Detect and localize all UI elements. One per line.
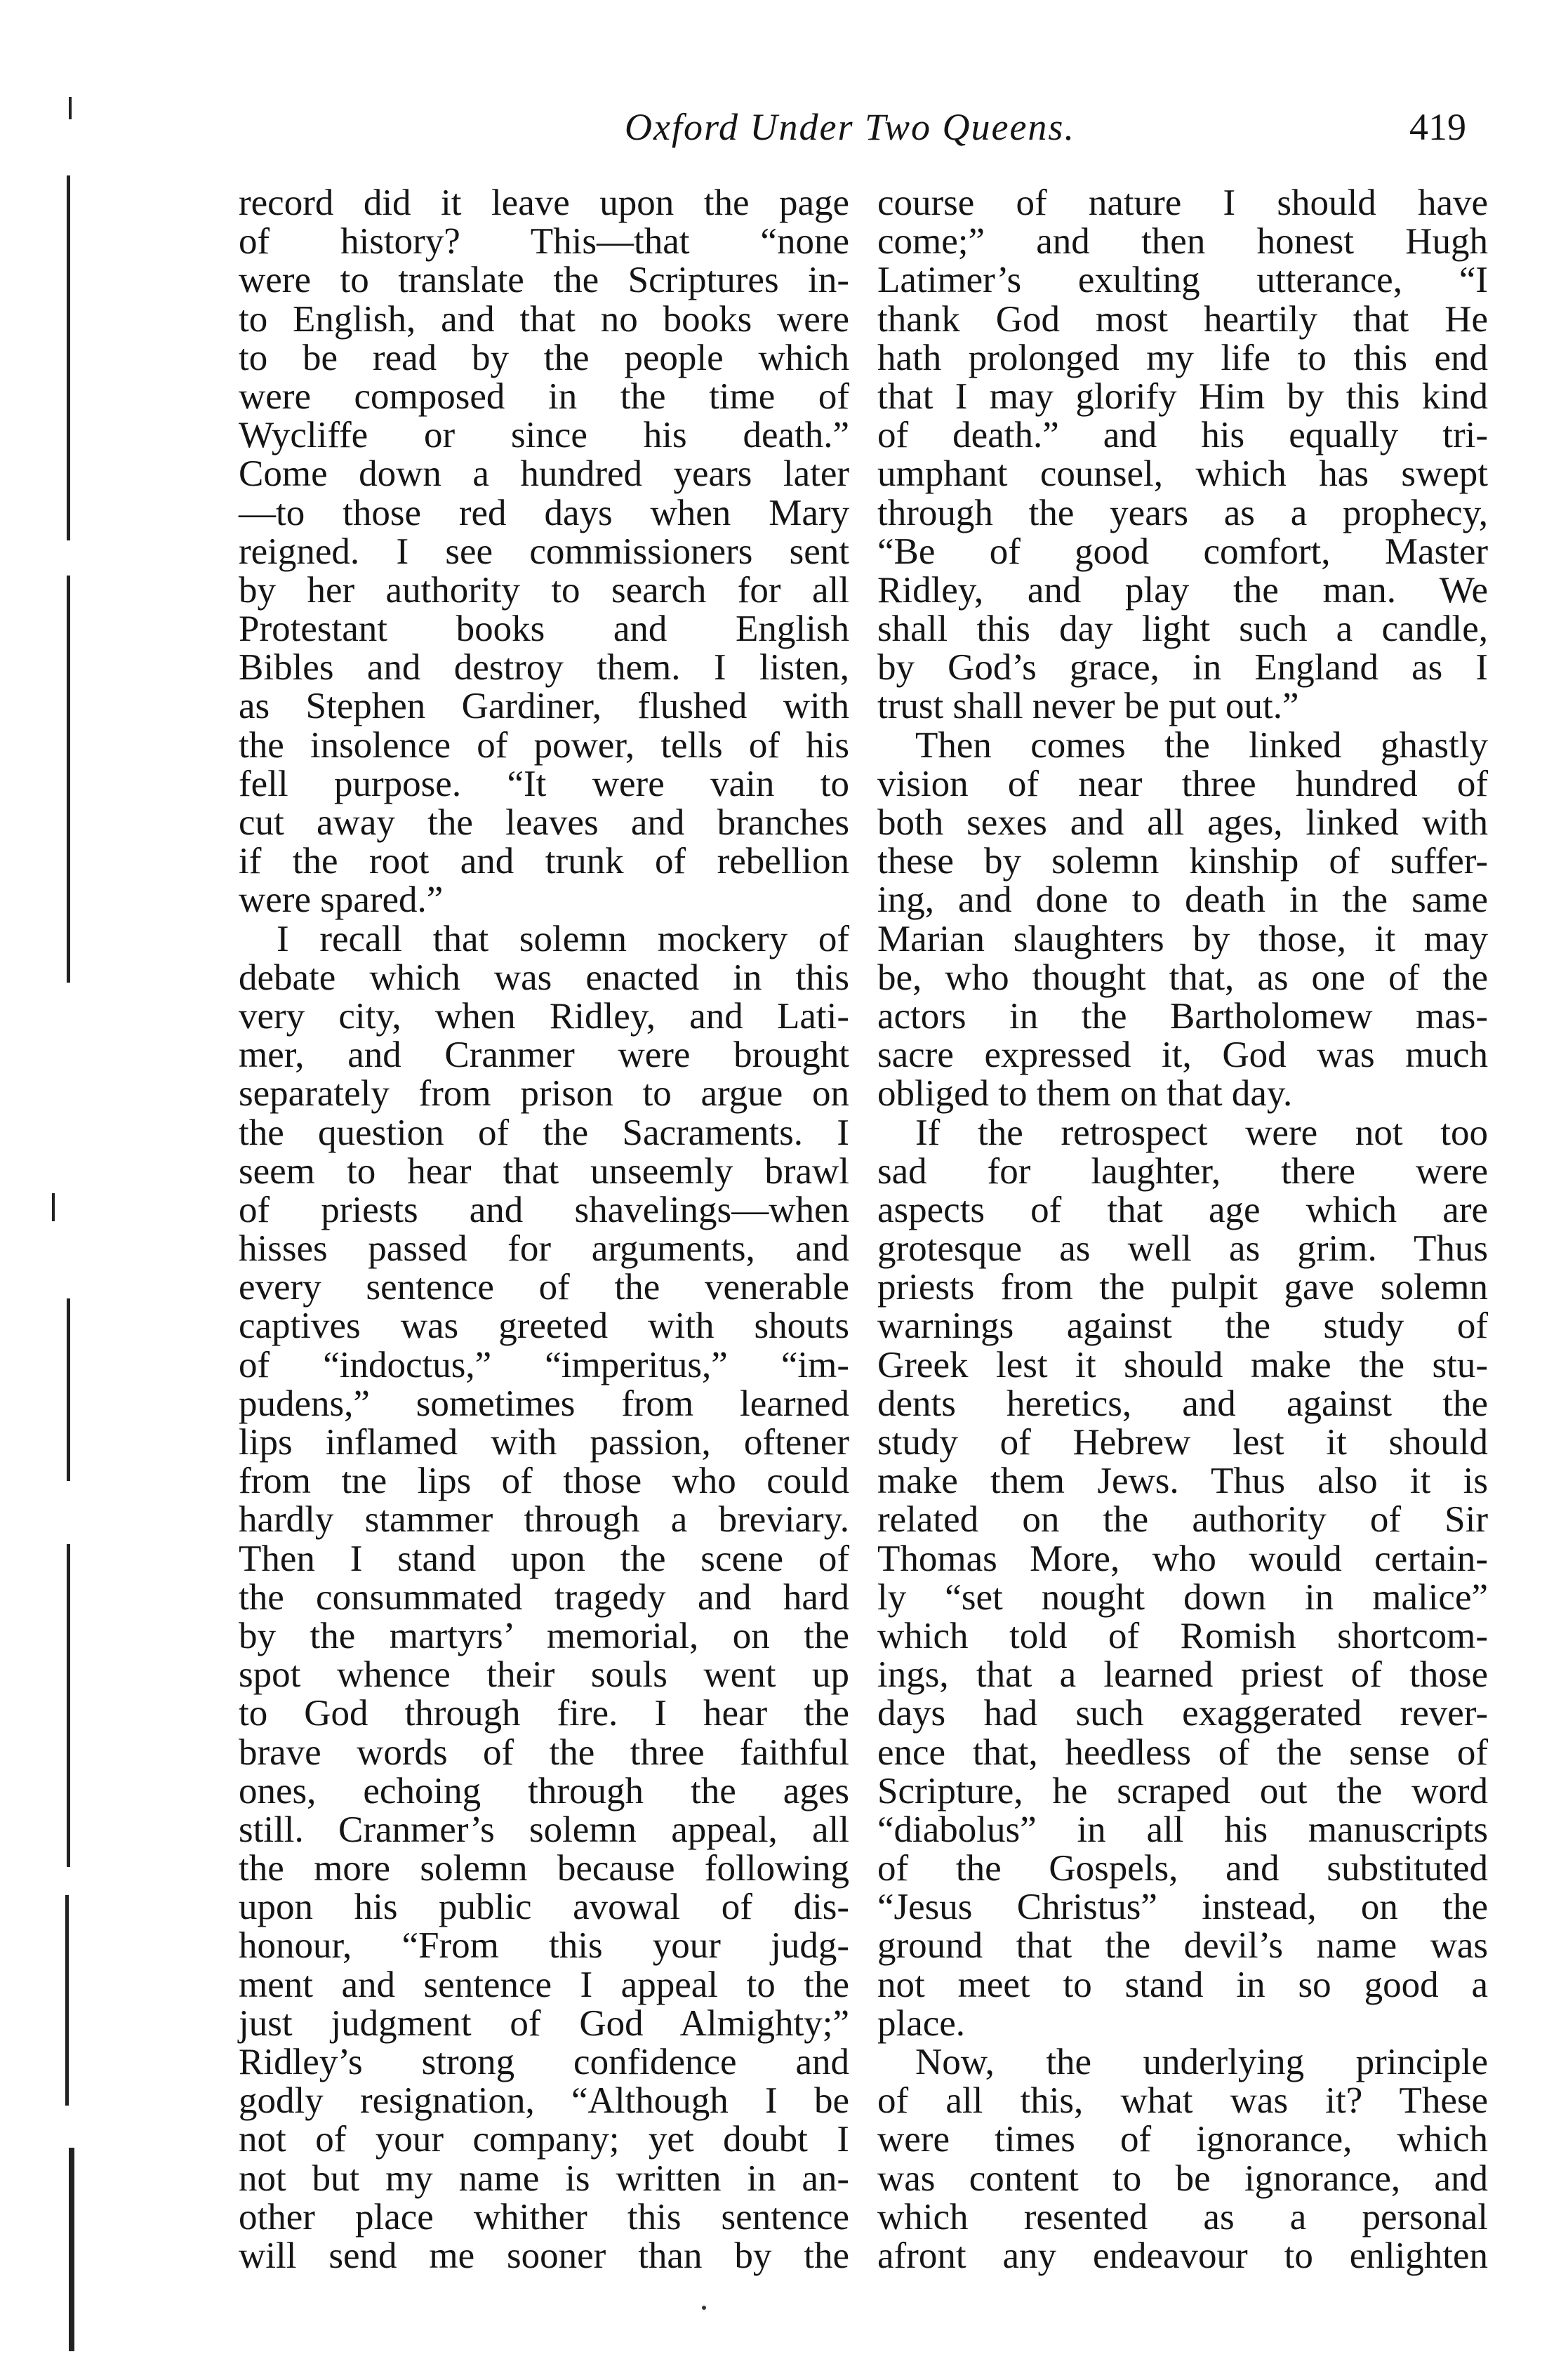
text-line: course of nature I should have xyxy=(877,182,1488,223)
text-line: separately from prison to argue on xyxy=(239,1073,849,1115)
text-line: were composed in the time of xyxy=(239,375,849,417)
text-line: mer, and Cranmer were brought xyxy=(239,1035,849,1076)
text-line: was content to be ignorance, and xyxy=(877,2158,1488,2199)
gutter-dot xyxy=(702,2306,706,2310)
text-line: not meet to stand in so good a xyxy=(877,1964,1488,2005)
text-line: ings, that a learned priest of those xyxy=(877,1654,1488,1696)
running-title: Oxford Under Two Queens. xyxy=(625,106,1075,148)
text-column-left xyxy=(239,184,849,2275)
text-line: as Stephen Gardiner, flushed with xyxy=(239,686,849,727)
text-line: not but my name is written in an- xyxy=(239,2158,849,2199)
text-line: reigned. I see commissioners sent xyxy=(239,531,849,572)
text-line: umphant counsel, which has swept xyxy=(877,453,1488,495)
text-line: of death.” and his equally tri- xyxy=(877,415,1488,456)
text-line: fell purpose. “It were vain to xyxy=(239,763,849,804)
text-line: Protestant books and English xyxy=(239,609,849,650)
gutter-mark xyxy=(65,1895,69,2106)
text-line: be, who thought that, as one of the xyxy=(877,957,1488,998)
text-line: obliged to them on that day. xyxy=(877,1073,1293,1115)
text-line: I recall that solemn mockery of xyxy=(277,918,849,959)
text-line: afront any endeavour to enlighten xyxy=(877,2235,1488,2276)
text-line: the more solemn because following xyxy=(239,1848,849,1889)
paragraph xyxy=(877,2043,1488,2275)
gutter-mark xyxy=(67,576,70,983)
text-line: very city, when Ridley, and Lati- xyxy=(239,995,849,1037)
gutter-mark xyxy=(67,1544,70,1867)
text-line: were spared.” xyxy=(239,879,444,921)
text-line: by God’s grace, in England as I xyxy=(877,647,1488,689)
text-line: debate which was enacted in this xyxy=(239,957,849,998)
text-line: trust shall never be put out.” xyxy=(877,686,1299,727)
text-line: Marian slaughters by those, it may xyxy=(877,918,1488,959)
gutter-mark xyxy=(52,1193,55,1221)
text-line: godly resignation, “Although I be xyxy=(239,2080,849,2122)
text-line: grotesque as well as grim. Thus xyxy=(877,1228,1488,1270)
text-line: Then comes the linked ghastly xyxy=(915,724,1488,766)
text-line: hisses passed for arguments, and xyxy=(239,1228,849,1270)
text-line: thank God most heartily that He xyxy=(877,298,1488,340)
text-line: vision of near three hundred of xyxy=(877,763,1488,804)
text-line: related on the authority of Sir xyxy=(877,1499,1488,1541)
text-line: hath prolonged my life to this end xyxy=(877,337,1488,378)
text-line: Then I stand upon the scene of xyxy=(239,1538,849,1579)
text-line: that I may glorify Him by this kind xyxy=(877,375,1488,417)
text-line: spot whence their souls went up xyxy=(239,1654,849,1696)
text-line: of history? This—that “none xyxy=(239,221,849,262)
text-line: were times of ignorance, which xyxy=(877,2119,1488,2160)
text-line: dents heretics, and against the xyxy=(877,1383,1488,1424)
text-line: hardly stammer through a breviary. xyxy=(239,1499,849,1541)
text-line: lips inflamed with passion, oftener xyxy=(239,1422,849,1463)
text-line: to English, and that no books were xyxy=(239,298,849,340)
text-column-right xyxy=(877,184,1488,2275)
text-line: ment and sentence I appeal to the xyxy=(239,1964,849,2005)
text-line: Thomas More, who would certain- xyxy=(877,1538,1488,1579)
text-line: to God through fire. I hear the xyxy=(239,1693,849,1734)
text-line: the question of the Sacraments. I xyxy=(239,1112,849,1153)
text-line: of the Gospels, and substituted xyxy=(877,1848,1488,1889)
paragraph xyxy=(877,726,1488,1114)
text-line: just judgment of God Almighty;” xyxy=(239,2002,849,2044)
text-line: seem to hear that unseemly brawl xyxy=(239,1150,849,1192)
text-line: ones, echoing through the ages xyxy=(239,1770,849,1812)
text-line: of all this, what was it? These xyxy=(877,2080,1488,2122)
text-line: captives was greeted with shouts xyxy=(239,1305,849,1347)
paragraph xyxy=(239,920,849,2276)
page-number: 419 xyxy=(1409,106,1466,148)
text-line: sacre expressed it, God was much xyxy=(877,1035,1488,1076)
text-line: warnings against the study of xyxy=(877,1305,1488,1347)
paragraph xyxy=(239,184,849,920)
text-line: which resented as a personal xyxy=(877,2196,1488,2238)
text-line: come;” and then honest Hugh xyxy=(877,221,1488,262)
text-line: Scripture, he scraped out the word xyxy=(877,1770,1488,1812)
text-line: other place whither this sentence xyxy=(239,2196,849,2238)
gutter-mark xyxy=(67,1298,70,1481)
text-line: ing, and done to death in the same xyxy=(877,879,1488,921)
text-line: if the root and trunk of rebellion xyxy=(239,841,849,882)
text-line: study of Hebrew lest it should xyxy=(877,1422,1488,1463)
paragraph xyxy=(877,184,1488,726)
text-line: Greek lest it should make the stu- xyxy=(877,1344,1488,1385)
text-line: days had such exaggerated rever- xyxy=(877,1693,1488,1734)
text-line: Ridley, and play the man. We xyxy=(877,569,1488,611)
text-line: from tne lips of those who could xyxy=(239,1461,849,1502)
gutter-mark xyxy=(67,175,70,540)
text-line: through the years as a prophecy, xyxy=(877,492,1488,533)
gutter-mark xyxy=(69,97,72,119)
text-line: of “indoctus,” “imperitus,” “im- xyxy=(239,1344,849,1385)
text-line: by the martyrs’ memorial, on the xyxy=(239,1615,849,1656)
text-line: the insolence of power, tells of his xyxy=(239,724,849,766)
text-line: ence that, heedless of the sense of xyxy=(877,1731,1488,1773)
text-line: actors in the Bartholomew mas- xyxy=(877,995,1488,1037)
text-line: make them Jews. Thus also it is xyxy=(877,1461,1488,1502)
text-line: to be read by the people which xyxy=(239,337,849,378)
text-line: shall this day light such a candle, xyxy=(877,609,1488,650)
text-line: still. Cranmer’s solemn appeal, all xyxy=(239,1809,849,1850)
text-line: both sexes and all ages, linked with xyxy=(877,802,1488,843)
text-line: will send me sooner than by the xyxy=(239,2235,849,2276)
text-line: record did it leave upon the page xyxy=(239,182,849,223)
text-line: which told of Romish shortcom- xyxy=(877,1615,1488,1656)
text-line: cut away the leaves and branches xyxy=(239,802,849,843)
text-line: place. xyxy=(877,2002,966,2044)
text-line: every sentence of the venerable xyxy=(239,1267,849,1308)
gutter-mark xyxy=(69,2148,74,2351)
text-line: were to translate the Scriptures in- xyxy=(239,260,849,301)
text-line: ly “set nought down in malice” xyxy=(877,1576,1488,1618)
text-line: by her authority to search for all xyxy=(239,569,849,611)
text-line: If the retrospect were not too xyxy=(915,1112,1488,1153)
text-line: —to those red days when Mary xyxy=(239,492,849,533)
text-line: honour, “From this your judg- xyxy=(239,1925,849,1967)
text-line: these by solemn kinship of suffer- xyxy=(877,841,1488,882)
text-line: not of your company; yet doubt I xyxy=(239,2119,849,2160)
text-line: sad for laughter, there were xyxy=(877,1150,1488,1192)
text-line: Bibles and destroy them. I listen, xyxy=(239,647,849,689)
text-line: Latimer’s exulting utterance, “I xyxy=(877,260,1488,301)
text-line: “Be of good comfort, Master xyxy=(877,531,1488,572)
text-line: upon his public avowal of dis- xyxy=(239,1887,849,1928)
text-line: “Jesus Christus” instead, on the xyxy=(877,1887,1488,1928)
text-line: the consummated tragedy and hard xyxy=(239,1576,849,1618)
text-line: aspects of that age which are xyxy=(877,1189,1488,1230)
paragraph xyxy=(877,1114,1488,2044)
text-line: ground that the devil’s name was xyxy=(877,1925,1488,1967)
text-line: of priests and shavelings—when xyxy=(239,1189,849,1230)
text-line: Come down a hundred years later xyxy=(239,453,849,495)
text-line: brave words of the three faithful xyxy=(239,1731,849,1773)
text-line: pudens,” sometimes from learned xyxy=(239,1383,849,1424)
text-line: Ridley’s strong confidence and xyxy=(239,2042,849,2082)
text-line: priests from the pulpit gave solemn xyxy=(877,1267,1488,1308)
text-line: Wycliffe or since his death.” xyxy=(239,415,849,456)
text-line: “diabolus” in all his manuscripts xyxy=(877,1809,1488,1850)
text-line: Now, the underlying principle xyxy=(915,2042,1488,2082)
